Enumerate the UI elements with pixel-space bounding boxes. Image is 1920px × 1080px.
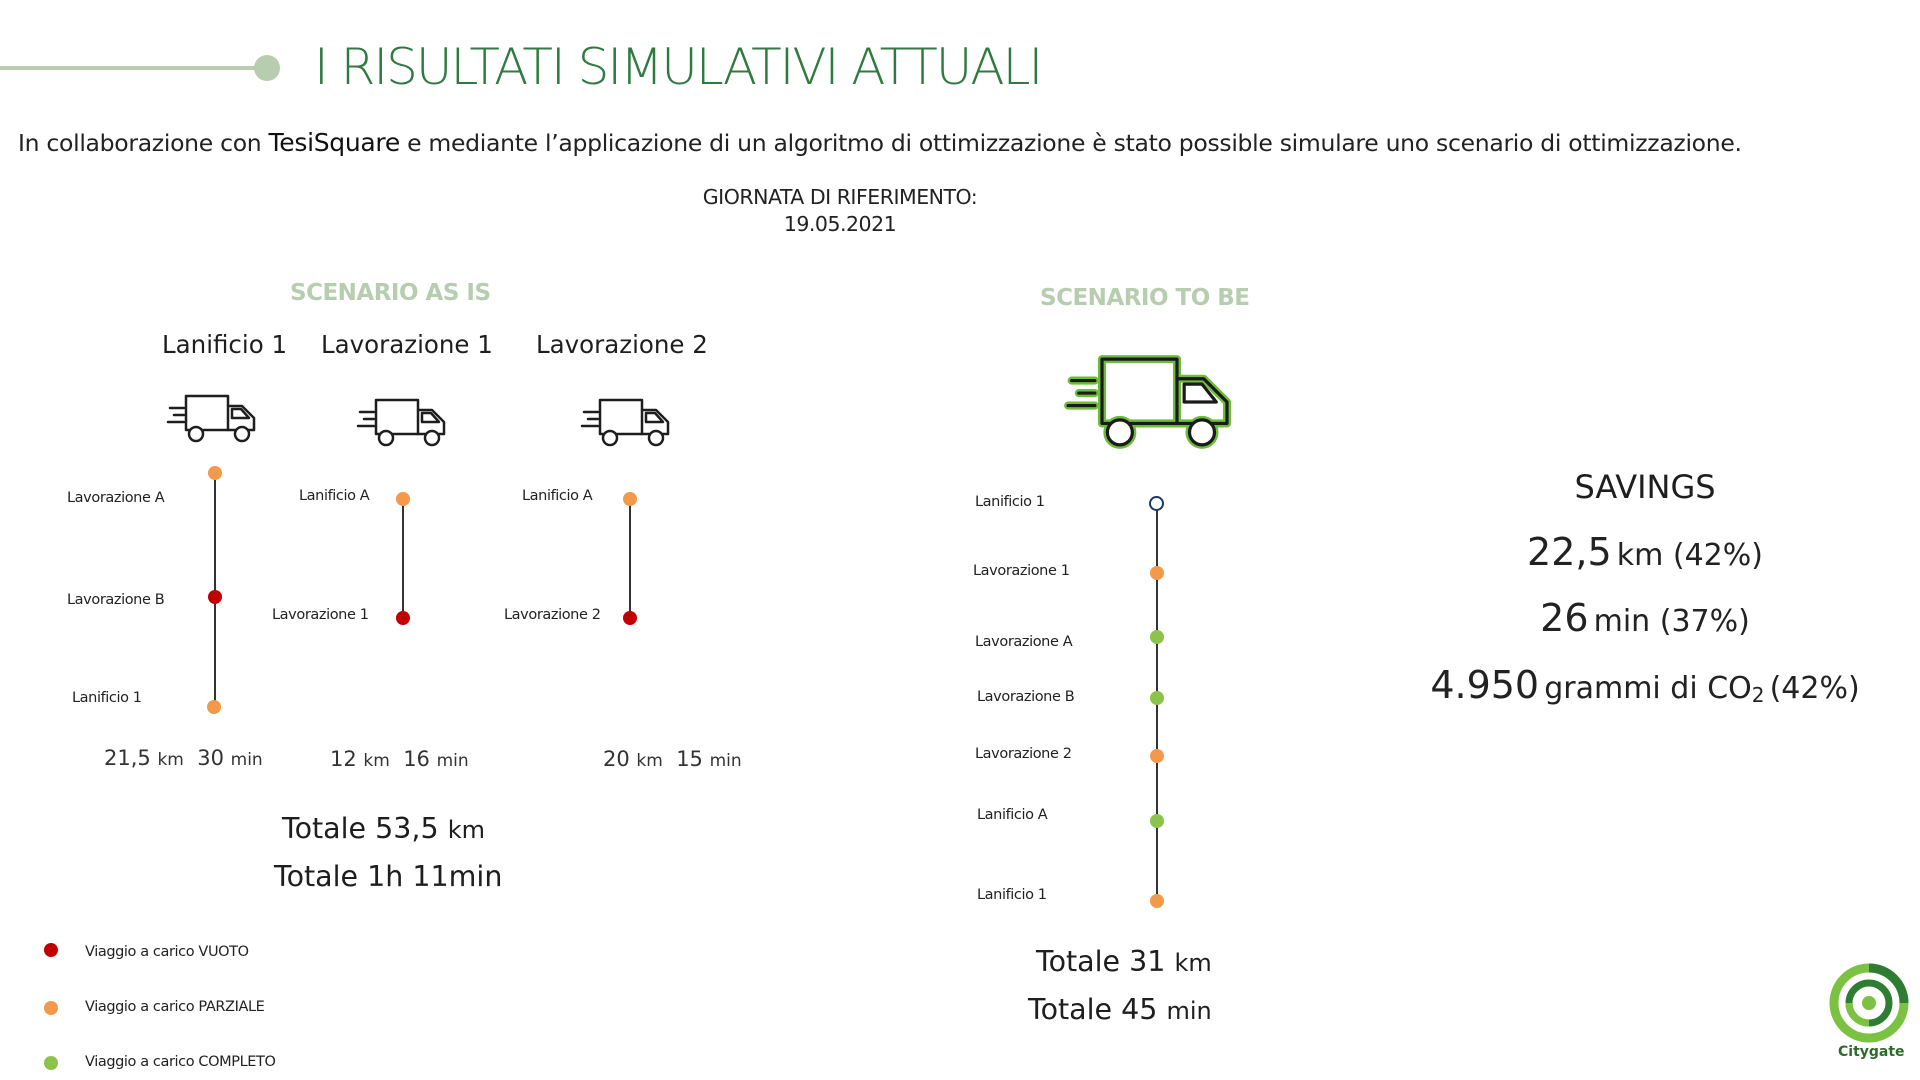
date-value: 19.05.2021 [783,212,897,236]
route-stop-label: Lavorazione B [67,592,165,608]
route-stop-label: Lavorazione B [977,689,1075,705]
route-stop-label: Lavorazione 2 [504,607,601,623]
intro-text [18,128,1742,157]
as-is-total-time: Totale 1h 11min [274,860,503,893]
route-stop-dot [208,466,222,480]
to-be-total-min: Totale 45 min [1028,993,1212,1026]
route-stop-label: Lavorazione A [67,490,165,506]
legend-label: Viaggio a carico PARZIALE [85,999,265,1015]
route-stop-label: Lanificio 1 [975,494,1045,510]
date-label: GIORNATA DI RIFERIMENTO: [702,185,978,209]
as-is-title: SCENARIO AS IS [290,280,491,306]
route-stop-label: Lavorazione A [975,634,1073,650]
title-decoration-line [0,66,258,70]
as-is-col2-head: Lavorazione 1 [321,330,493,359]
as-is-col2-distance: 12 km 16 min [330,747,469,771]
route-stop-dot [1150,566,1164,580]
truck-icon [356,394,452,450]
route-stop-dot [1150,691,1164,705]
route-stop-label: Lanificio A [299,488,370,504]
route-stop-dot [1150,630,1164,644]
intro-partner: TesiSquare [268,128,400,157]
page-title: I RISULTATI SIMULATIVI ATTUALI [314,38,1042,96]
route-stop-dot [207,700,221,714]
intro-prefix: In collaborazione con [18,129,269,157]
citygate-logo-text: Citygate [1838,1044,1905,1060]
to-be-total-km: Totale 31 km [1036,945,1212,978]
as-is-col1-head: Lanificio 1 [162,330,288,359]
route-stop-dot [1150,749,1164,763]
route-stop-label: Lavorazione 1 [973,563,1070,579]
citygate-logo-icon [1828,962,1910,1048]
title-decoration-dot [254,55,280,81]
green-truck-icon [1062,352,1242,452]
truck-icon [580,394,676,450]
route-stop-label: Lanificio A [522,488,593,504]
route-stop-dot [208,590,222,604]
legend-label: Viaggio a carico VUOTO [85,944,249,960]
truck-icon [166,390,262,446]
to-be-title: SCENARIO TO BE [1040,285,1250,311]
savings-min: 26 min (37%) [1540,596,1750,640]
savings-km: 22,5 km (42%) [1527,530,1763,574]
route-line [402,498,404,618]
legend-dot-empty [44,943,58,957]
savings-title: SAVINGS [1574,468,1716,506]
route-stop-dot [1150,894,1164,908]
route-stop-dot [623,492,637,506]
route-stop-label: Lanificio 1 [72,690,142,706]
route-line [629,498,631,618]
route-stop-dot [1150,814,1164,828]
route-start-dot [1149,496,1164,511]
route-stop-label: Lavorazione 2 [975,746,1072,762]
route-line [214,472,216,706]
route-stop-dot [396,492,410,506]
as-is-col3-distance: 20 km 15 min [603,747,742,771]
route-stop-dot [396,611,410,625]
legend-dot-partial [44,1001,58,1015]
as-is-col1-distance: 21,5 km 30 min [104,746,263,770]
legend-dot-full [44,1056,58,1070]
legend-label: Viaggio a carico COMPLETO [85,1054,276,1070]
as-is-col3-head: Lavorazione 2 [536,330,708,359]
reference-date [600,184,1080,238]
as-is-total-km: Totale 53,5 km [282,812,485,845]
route-stop-label: Lanificio 1 [977,887,1047,903]
intro-suffix: e mediante l’applicazione di un algoritmo di ottimizzazione è stato possible simulare uno scenario di ottimizzazione. [399,129,1742,157]
route-stop-label: Lavorazione 1 [272,607,369,623]
savings-co2: 4.950 grammi di $CO_2$ (42%) [1430,663,1860,708]
route-stop-label: Lanificio A [977,807,1048,823]
route-stop-dot [623,611,637,625]
